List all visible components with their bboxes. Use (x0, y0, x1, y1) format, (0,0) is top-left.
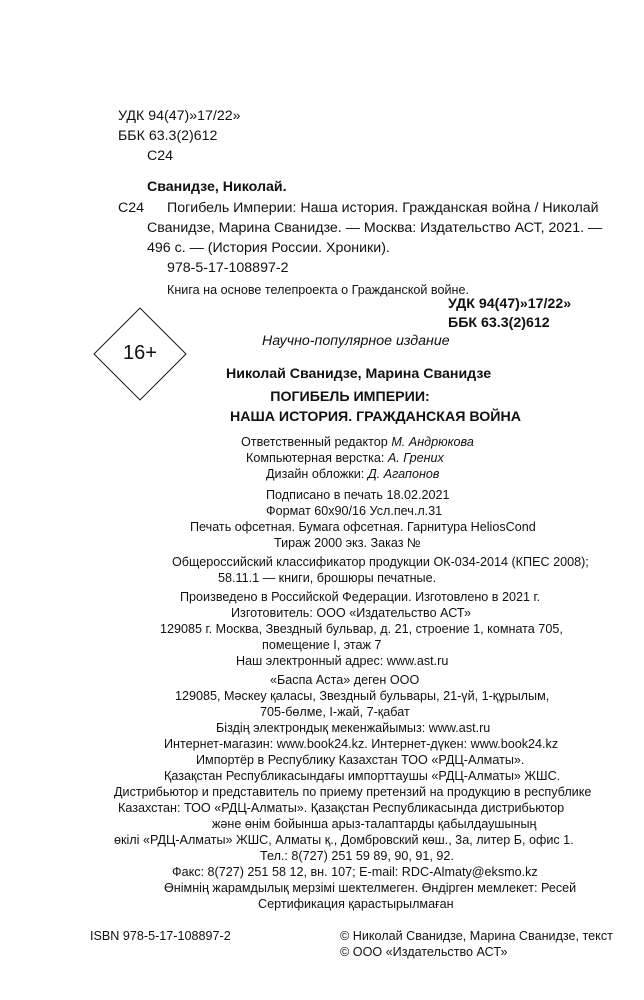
credit-name: А. Грених (387, 451, 444, 465)
print-info-line: Формат 60х90/16 Усл.печ.л.31 (266, 504, 443, 518)
entry-isbn: 978-5-17-108897-2 (167, 260, 289, 276)
edition-type: Научно-популярное издание (262, 333, 450, 349)
kz-line: өкілі «РДЦ-Алматы» ЖШС, Алматы қ., Домбровский көш., 3а, литер Б, офис 1. (114, 833, 574, 847)
kz-line: Казахстан: ТОО «РДЦ-Алматы». Қазақстан Республикасында дистрибьютор (118, 801, 565, 815)
credit-line (246, 450, 444, 466)
udk-code: УДК 94(47)»17/22» (118, 108, 241, 124)
title-line: ПОГИБЕЛЬ ИМПЕРИИ: (270, 389, 430, 405)
kz-line: Факс: 8(727) 251 58 12, вн. 107; E-mail: RDC-Almaty@eksmo.kz (172, 865, 538, 879)
kz-line: Қазақстан Республикасындағы импорттаушы «РДЦ-Алматы» ЖШС. (164, 769, 561, 783)
print-info-line: Печать офсетная. Бумага офсетная. Гарнитура HeliosCond (190, 520, 536, 534)
kz-line: Өнімнің жарамдылық мерзімі шектелмеген. Өндірген мемлекет: Ресей (164, 881, 577, 895)
copyright-line: © Николай Сванидзе, Марина Сванидзе, текст (340, 929, 613, 943)
kz-line: Интернет-магазин: www.book24.kz. Интернет-дүкен: www.book24.kz (164, 737, 559, 751)
credit-name: Д. Агапонов (367, 467, 440, 481)
kz-line: 129085, Мәскеу қаласы, Звездный бульвары, 21-үй, 1-құрылым, (175, 689, 550, 703)
title-line: НАША ИСТОРИЯ. ГРАЖДАНСКАЯ ВОЙНА (230, 409, 521, 425)
classifier-line: 58.11.1 — книги, брошюры печатные. (218, 571, 437, 585)
kz-line: Импортёр в Республику Казахстан ТОО «РДЦ-Алматы». (196, 753, 525, 767)
manufacturer-line: Наш электронный адрес: www.ast.ru (236, 654, 449, 668)
manufacturer-line: Произведено в Российской Федерации. Изготовлено в 2021 г. (180, 590, 541, 604)
kz-line: 705-бөлме, I-жай, 7-қабат (260, 705, 410, 719)
credit-label: Компьютерная верстка: (246, 451, 385, 465)
credit-label: Ответственный редактор (241, 435, 388, 449)
bbk-code: ББК 63.3(2)612 (118, 128, 218, 144)
kz-line: Біздің электрондық мекенжайымыз: www.ast.ru (216, 721, 491, 735)
author-heading: Сванидзе, Николай. (147, 179, 287, 195)
authors-line: Николай Сванидзе, Марина Сванидзе (226, 366, 492, 382)
copyright-line: © ООО «Издательство АСТ» (340, 945, 508, 959)
manufacturer-line: Изготовитель: ООО «Издательство АСТ» (231, 606, 472, 620)
classifier-line: Общероссийский классификатор продукции ОК-034-2014 (КПЕС 2008); (172, 555, 589, 569)
credit-line (266, 466, 439, 482)
kz-line: Дистрибьютор и представитель по приему претензий на продукцию в республике (114, 785, 592, 799)
print-info-line: Тираж 2000 экз. Заказ № (274, 536, 421, 550)
entry-description-line: Сванидзе, Марина Сванидзе. — Москва: Издательство АСТ, 2021. — (147, 220, 603, 236)
credit-name: М. Андрюкова (391, 435, 474, 449)
kz-line: «Баспа Аста» деген ООО (270, 673, 420, 687)
entry-description-line: Погибель Империи: Наша история. Гражданская война / Николай (167, 200, 599, 216)
manufacturer-line: 129085 г. Москва, Звездный бульвар, д. 21, строение 1, комната 705, (160, 622, 563, 636)
footer-isbn: ISBN 978-5-17-108897-2 (90, 929, 231, 943)
udk-code-bold: УДК 94(47)»17/22» (448, 296, 572, 312)
print-info-line: Подписано в печать 18.02.2021 (266, 488, 450, 502)
entry-annotation: Книга на основе телепроекта о Гражданской войне. (167, 283, 469, 297)
bbk-code-bold: ББК 63.3(2)612 (448, 315, 550, 331)
entry-description-line: 496 с. — (История России. Хроники). (147, 240, 390, 256)
author-sign: С24 (147, 148, 174, 164)
manufacturer-line: помещение I, этаж 7 (262, 638, 382, 652)
entry-sign: С24 (118, 200, 145, 216)
age-rating: 16+ (123, 342, 157, 364)
credit-line (241, 434, 474, 450)
kz-line: және өнім бойынша арыз-талаптарды қабылдаушының (212, 817, 537, 831)
credit-label: Дизайн обложки: (266, 467, 365, 481)
book-title (230, 387, 521, 427)
kz-line: Сертификация қарастырылмаған (258, 897, 454, 911)
kz-line: Тел.: 8(727) 251 59 89, 90, 91, 92. (260, 849, 454, 863)
